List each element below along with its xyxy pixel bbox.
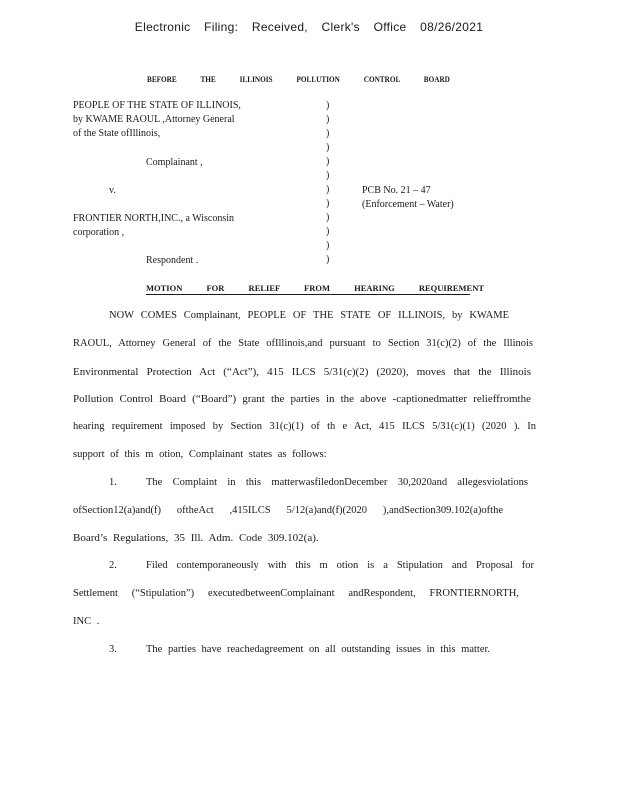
body-line: Pollution Control Board (“Board”) grant the parties in the above -captionedmatter relieffromthe [73,393,531,405]
paren: ) [326,212,330,223]
defendant-line: corporation , [73,227,125,238]
body-line: Filed contemporaneously with this m otion is a Stipulation and Proposal for [146,560,534,571]
case-number: PCB No. 21 – 47 [362,185,431,196]
paren: ) [326,156,330,167]
filing-stamp-header: Electronic Filing: Received, Clerk's Office 08/26/2021 [134,20,484,34]
body-line: ofSection12(a)and(f) oftheAct ,415ILCS 5/12(a)and(f)(2020 ),andSection309.102(a)ofthe [73,505,503,516]
body-line: support of this m otion, Complainant states as follows: [73,449,327,460]
body-line: Board’s Regulations, 35 Ill. Adm. Code 309.102(a). [73,532,319,544]
paren: ) [326,240,330,251]
court-name: BEFORE THE ILLINOIS POLLUTION CONTROL BOARD [147,74,450,84]
paren: ) [326,170,330,181]
body-line: INC . [73,616,100,627]
plaintiff-line: by KWAME RAOUL ,Attorney General [73,114,235,125]
defendant-line: FRONTIER NORTH,INC., a Wisconsin [73,213,235,224]
paren: ) [326,226,330,237]
body-line: Environmental Protection Act (“Act”), 415 ILCS 5/31(c)(2) (2020), moves that the Illinois [73,366,531,378]
body-line: RAOUL, Attorney General of the State ofIllinois,and pursuant to Section 31(c)(2) of the Illinois [73,338,533,349]
paren: ) [326,142,330,153]
paren: ) [326,254,330,265]
respondent-label: Respondent . [146,255,199,266]
paren: ) [326,114,330,125]
case-type: (Enforcement – Water) [362,199,454,210]
item-number: 3. [109,644,117,655]
body-line: The Complaint in this matterwasfiledonDecember 30,2020and allegesviolations [146,477,528,488]
paren: ) [326,184,330,195]
body-line: Settlement (“Stipulation”) executedbetweenComplainant andRespondent, FRONTIERNORTH, [73,588,519,599]
caption-parentheses [326,99,329,267]
plaintiff-line: PEOPLE OF THE STATE OF ILLINOIS, [73,100,241,111]
paren: ) [326,198,330,209]
body-line: NOW COMES Complainant, PEOPLE OF THE STATE OF ILLINOIS, by KWAME [109,310,509,321]
item-number: 2. [109,560,117,571]
body-line: The parties have reachedagreement on all outstanding issues in this matter. [146,644,491,655]
paren: ) [326,128,330,139]
motion-title: MOTION FOR RELIEF FROM HEARING REQUIREMENT [146,283,485,293]
case-number-block [362,184,454,212]
item-number: 1. [109,477,117,488]
plaintiff-line: of the State ofIllinois, [73,128,161,139]
paren: ) [326,100,330,111]
caption-plaintiff [73,99,241,141]
caption-defendant [73,212,234,240]
versus-label: v. [109,185,116,196]
body-line: hearing requirement imposed by Section 31(c)(1) of th e Act, 415 ILCS 5/31(c)(1) (2020 ). In [73,421,536,432]
complainant-label: Complainant , [146,157,203,168]
